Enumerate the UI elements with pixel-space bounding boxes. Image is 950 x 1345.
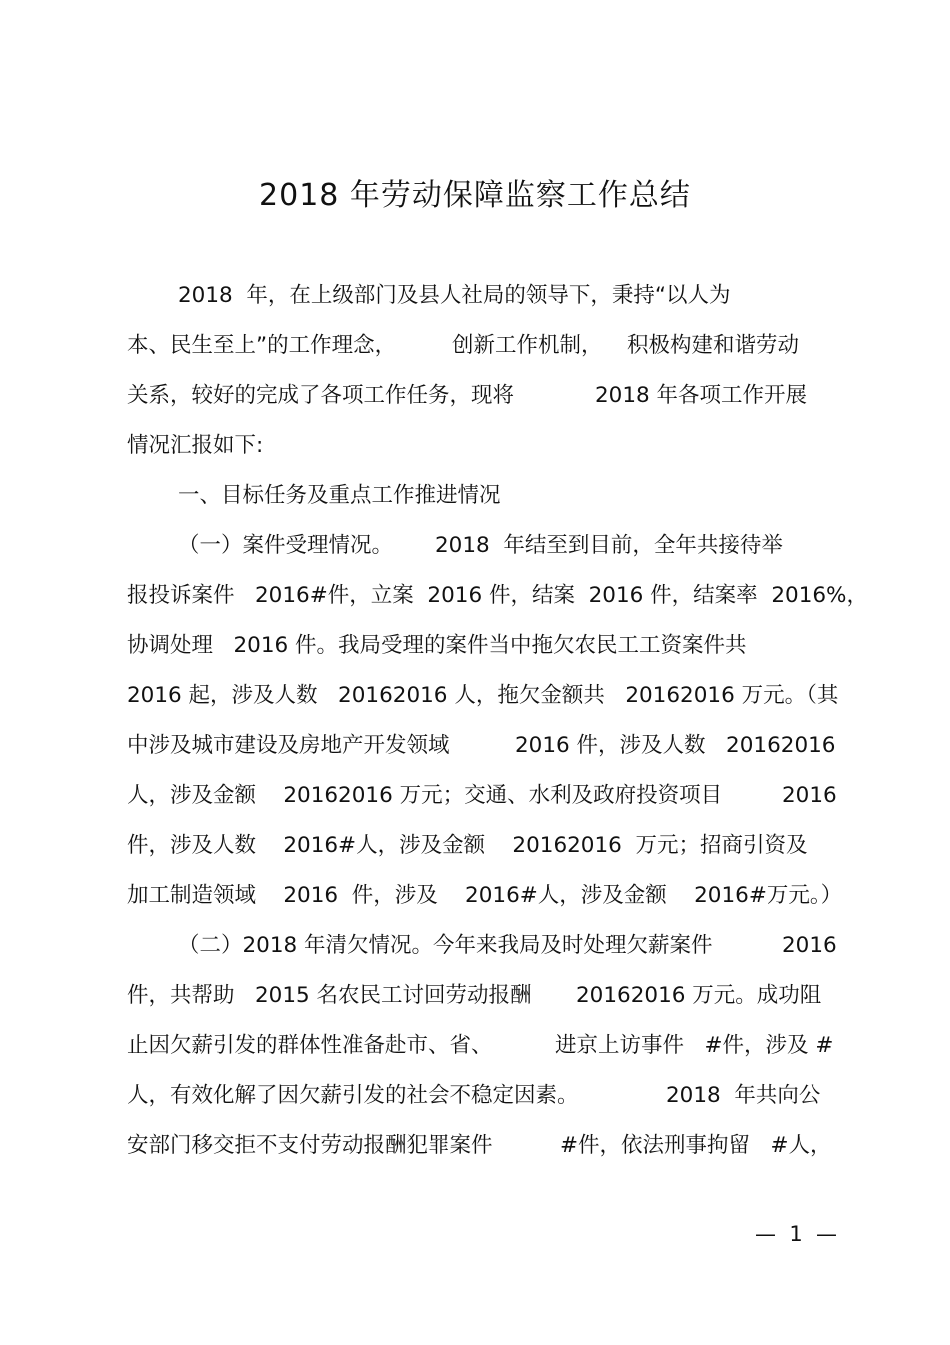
body-line [0, 576, 950, 616]
body-text-segment: （二）2018 年清欠情况。今年来我局及时处理欠薪案件 [178, 933, 713, 958]
body-text-segment: 2016 件，涉及人数 20162016 [515, 733, 836, 758]
document-title: 2018 年劳动保障监察工作总结 [259, 178, 691, 213]
body-text-segment: 件，涉及人数 2016#人，涉及金额 20162016 万元；招商引资及 [127, 833, 808, 858]
body-text-segment: 进京上访事件 #件，涉及 # [555, 1033, 834, 1058]
body-line [0, 476, 950, 516]
body-text-segment: （一）案件受理情况。 [178, 533, 394, 558]
body-text-segment: 创新工作机制， [452, 333, 603, 358]
body-text-segment: 情况汇报如下: [127, 433, 264, 458]
body-text-segment: 本、民生至上”的工作理念， [127, 333, 397, 358]
body-line [0, 676, 950, 716]
body-text-segment: 人，涉及金额 20162016 万元；交通、水利及政府投资项目 [127, 783, 723, 808]
body-line [0, 526, 950, 566]
body-text-segment: 积极构建和谐劳动 [627, 333, 800, 358]
body-line [0, 776, 950, 816]
body-text-segment: 2018 年结至到目前，全年共接待举 [435, 533, 783, 558]
body-text-segment: 安部门移交拒不支付劳动报酬犯罪案件 [127, 1133, 493, 1158]
body-line [0, 826, 950, 866]
body-line [0, 976, 950, 1016]
body-text-segment: 协调处理 2016 件。我局受理的案件当中拖欠农民工工资案件共 [127, 633, 747, 658]
body-text-segment: 2018 年各项工作开展 [595, 383, 808, 408]
body-line [0, 626, 950, 666]
body-text-segment: 件，共帮助 2015 名农民工讨回劳动报酬 [127, 983, 532, 1008]
body-line [0, 426, 950, 466]
body-text-segment: 一、目标任务及重点工作推进情况 [178, 483, 501, 508]
body-text-segment: 2016 起，涉及人数 20162016 人，拖欠金额共 20162016 万元。（其 [127, 683, 839, 708]
body-text-segment: 2018 年共向公 [666, 1083, 821, 1108]
page-number: — 1 — [755, 1222, 838, 1246]
body-line [0, 1126, 950, 1166]
body-text-segment: 报投诉案件 2016#件，立案 2016 件，结案 2016 件，结案率 2016%， [127, 583, 868, 608]
body-text-segment: 2018 年，在上级部门及县人社局的领导下，秉持“以人为 [178, 283, 731, 308]
body-line [0, 326, 950, 366]
body-text-segment: 止因欠薪引发的群体性准备赴市、省、 [127, 1033, 493, 1058]
body-line [0, 276, 950, 316]
body-line [0, 376, 950, 416]
body-line [0, 926, 950, 966]
body-line [0, 1076, 950, 1116]
body-text-segment: 2016 [782, 783, 837, 808]
body-text-segment: 关系，较好的完成了各项工作任务，现将 [127, 383, 515, 408]
body-text-segment: 2016 [782, 933, 837, 958]
body-text-segment: 20162016 万元。成功阻 [576, 983, 822, 1008]
body-line [0, 1026, 950, 1066]
body-line [0, 876, 950, 916]
body-text-segment: 人，有效化解了因欠薪引发的社会不稳定因素。 [127, 1083, 579, 1108]
body-text-segment: 中涉及城市建设及房地产开发领域 [127, 733, 450, 758]
body-line [0, 726, 950, 766]
body-text-segment: #件，依法刑事拘留 #人， [560, 1133, 832, 1158]
body-text-segment: 加工制造领域 2016 件，涉及 2016#人，涉及金额 2016#万元。） [127, 883, 843, 908]
